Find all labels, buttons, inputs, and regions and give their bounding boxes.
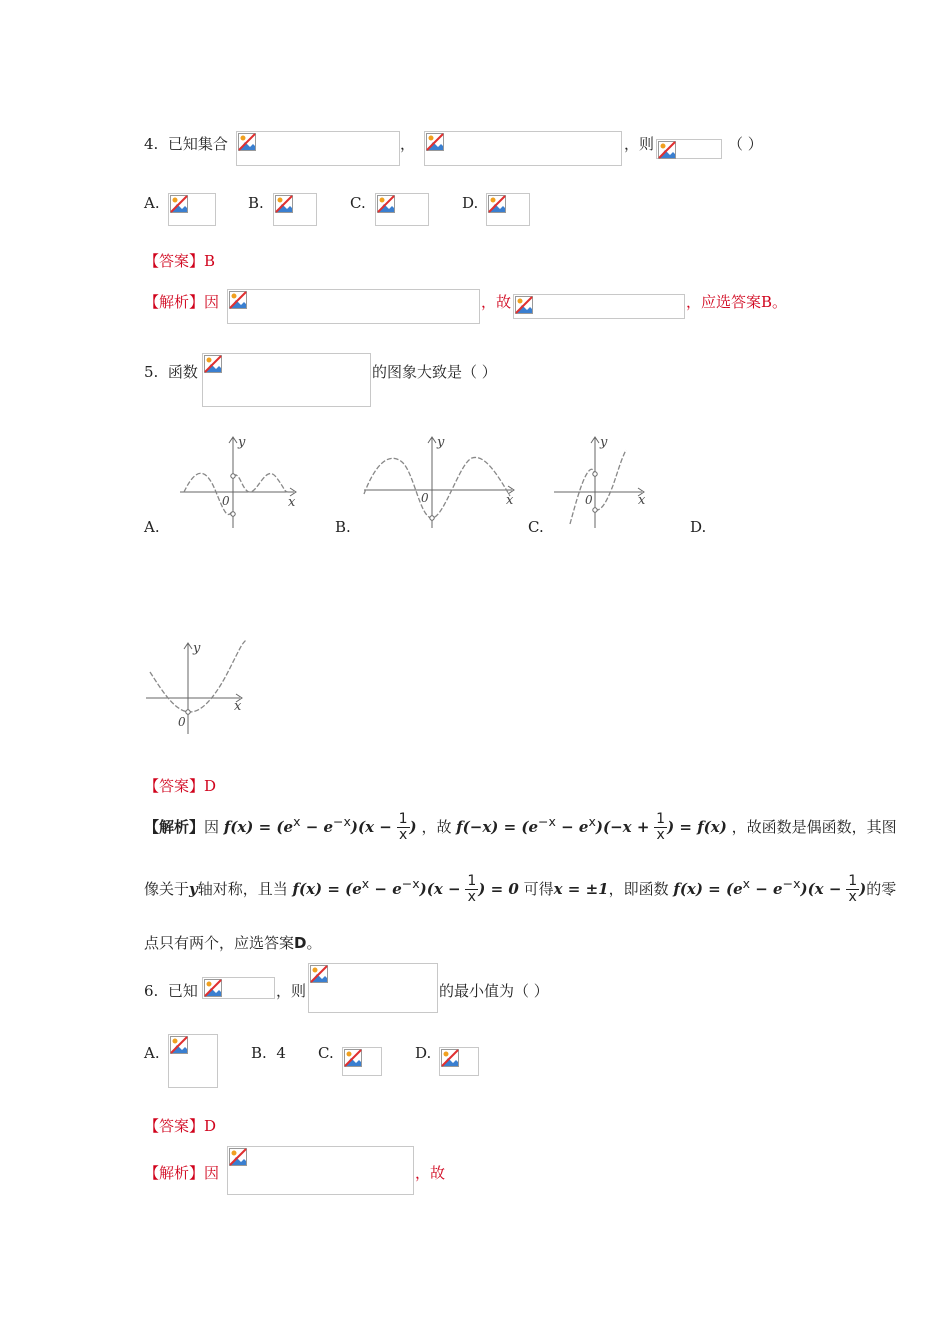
broken-image-icon xyxy=(658,141,678,161)
open-point xyxy=(231,512,235,516)
curve-right xyxy=(595,450,626,510)
analysis-answer: D xyxy=(294,934,307,952)
q6-option-d-label: D. xyxy=(415,1044,432,1062)
math-minus-e: − e xyxy=(300,818,334,836)
q4-stem xyxy=(144,133,228,154)
q4-set-b-image xyxy=(424,131,622,166)
fraction-numerator: 1 xyxy=(398,811,408,827)
axis-label-y: y xyxy=(600,435,608,450)
broken-image-icon xyxy=(170,1036,190,1056)
q5-graph-a xyxy=(176,432,306,532)
q4-answer xyxy=(144,250,215,271)
open-point xyxy=(593,472,597,476)
math-sup: x xyxy=(293,814,301,829)
answer-tag: 【答案】 xyxy=(144,777,205,795)
axis-label-x: x xyxy=(234,699,242,714)
math-paren: )(−x + xyxy=(595,818,650,836)
math-minus-e: − e xyxy=(369,880,402,898)
q6-option-b-value: 4 xyxy=(276,1044,286,1062)
fraction-denominator: x xyxy=(848,889,857,905)
math-minus-e: − e xyxy=(555,818,589,836)
broken-image-icon xyxy=(229,1148,249,1168)
answer-value: B xyxy=(204,252,216,270)
q4-bracket: （ ） xyxy=(728,135,763,153)
q6-analysis xyxy=(144,1162,219,1183)
analysis-text: 点只有两个，应选答案 xyxy=(144,934,295,952)
q5-function-image xyxy=(202,353,371,407)
q4-option-b-label: B. xyxy=(248,194,264,212)
broken-image-icon xyxy=(170,195,190,215)
q4-expr-image xyxy=(656,139,722,159)
broken-image-icon xyxy=(310,965,330,985)
math-sup: x xyxy=(742,876,751,891)
math-sup: −x xyxy=(782,876,801,891)
math-f-neg-x: f(−x) = (e xyxy=(456,818,539,836)
fraction-denominator: x xyxy=(467,889,476,905)
q6-condition-image xyxy=(202,977,275,999)
q4-number: 4. xyxy=(144,135,159,153)
q6-expression-image xyxy=(308,963,438,1013)
fraction-denominator: x xyxy=(656,827,665,843)
broken-image-icon xyxy=(344,1049,364,1069)
axis-label-x: x xyxy=(288,495,296,510)
answer-value: D xyxy=(204,1117,217,1135)
q6-option-b xyxy=(251,1044,286,1062)
math-sup: x xyxy=(588,814,596,829)
q6-option-c-image xyxy=(342,1047,382,1076)
axis-label-y: y xyxy=(193,641,201,656)
q4-option-d-label: D. xyxy=(462,194,479,212)
q5-analysis-line-1 xyxy=(144,812,897,843)
broken-image-icon xyxy=(488,195,508,215)
q5-option-a-label: A. xyxy=(144,518,160,536)
q4-set-a-image xyxy=(236,131,400,166)
broken-image-icon xyxy=(377,195,397,215)
q4-option-d-image xyxy=(486,193,530,226)
broken-image-icon xyxy=(275,195,295,215)
answer-tag: 【答案】 xyxy=(144,1117,205,1135)
analysis-text: 像关于 xyxy=(144,880,190,898)
q4-analysis-image-2 xyxy=(513,294,685,319)
answer-value: D xyxy=(204,777,217,795)
q4-analysis-image-1 xyxy=(227,289,480,324)
math-paren: )(x − xyxy=(350,818,392,836)
q5-analysis-line-3 xyxy=(144,932,321,953)
q4-text-b: ，则 xyxy=(624,135,655,153)
math-paren: )(x − xyxy=(419,880,461,898)
analysis-text: ，故函数是偶函数，其图 xyxy=(731,818,897,836)
q5-text-a: 函数 xyxy=(167,363,198,381)
q6-text-c: 的最小值为（ ） xyxy=(439,982,549,1000)
q6-number: 6. xyxy=(144,982,159,1000)
broken-image-icon xyxy=(204,979,224,999)
q5-option-d-label: D. xyxy=(690,518,707,536)
q5-stem xyxy=(144,361,198,382)
broken-image-icon xyxy=(426,133,446,153)
q6-analysis-image xyxy=(227,1146,414,1195)
math-fx: f(x) = (e xyxy=(292,880,362,898)
math-sup: −x xyxy=(538,814,556,829)
curve xyxy=(364,457,510,518)
math-eq-zero: ) = 0 xyxy=(478,880,519,898)
math-fraction xyxy=(465,874,478,905)
axis-label-x: x xyxy=(638,493,646,508)
q4-option-c-label: C. xyxy=(350,194,366,212)
q5-graph-c xyxy=(552,432,652,532)
math-sup: −x xyxy=(401,876,420,891)
analysis-text: 的零 xyxy=(866,880,897,898)
q6-text-a: 已知 xyxy=(167,982,198,1000)
math-paren: )(x − xyxy=(800,880,842,898)
q5-answer xyxy=(144,775,216,796)
analysis-text: ，即函数 xyxy=(608,880,669,898)
q4-analysis-text-b: ，故 xyxy=(481,293,512,311)
analysis-tag: 【解析】 xyxy=(144,293,205,311)
open-point xyxy=(593,508,597,512)
q4-option-b-image xyxy=(273,193,317,226)
math-fx: f(x) = (e xyxy=(223,818,294,836)
analysis-tag: 【解析】 xyxy=(144,1164,205,1182)
broken-image-icon xyxy=(515,296,535,316)
analysis-text: 因 xyxy=(204,293,220,311)
math-y: y xyxy=(189,880,198,898)
answer-tag: 【答案】 xyxy=(144,252,205,270)
q6-option-a-label: A. xyxy=(144,1044,160,1062)
q6-answer xyxy=(144,1115,216,1136)
math-sup: x xyxy=(361,876,370,891)
curve-right xyxy=(233,474,288,492)
q4-analysis-text-c: ，应选答案B。 xyxy=(686,293,788,311)
math-fraction xyxy=(654,812,667,843)
math-eq-fx: ) = f(x) xyxy=(667,818,727,836)
q5-option-b-label: B. xyxy=(335,518,351,536)
q6-option-c-label: C. xyxy=(318,1044,334,1062)
math-minus-e: − e xyxy=(750,880,783,898)
q4-option-c-image xyxy=(375,193,429,226)
analysis-text: 可得 xyxy=(523,880,554,898)
origin-label: 0 xyxy=(585,493,593,507)
q6-text-b: ，则 xyxy=(276,982,307,1000)
fraction-numerator: 1 xyxy=(467,873,477,889)
origin-label: 0 xyxy=(222,494,230,508)
q4-option-a-label: A. xyxy=(144,194,160,212)
open-point xyxy=(231,474,235,478)
q5-text-b: 的图象大致是（ ） xyxy=(372,363,497,381)
q6-option-b-label: B. xyxy=(251,1044,267,1062)
fraction-numerator: 1 xyxy=(656,811,666,827)
origin-label: 0 xyxy=(178,715,186,729)
q6-option-a-image xyxy=(168,1034,218,1088)
broken-image-icon xyxy=(441,1049,461,1069)
q4-analysis xyxy=(144,291,219,312)
axis-label-y: y xyxy=(238,435,246,450)
math-fx: f(x) = (e xyxy=(673,880,743,898)
q5-number: 5. xyxy=(144,363,159,381)
math-paren: ) xyxy=(409,818,417,836)
analysis-text: 因 xyxy=(204,818,220,836)
axis-label-y: y xyxy=(437,435,445,450)
analysis-text: 。 xyxy=(306,934,322,952)
q4-option-a-image xyxy=(168,193,216,226)
axis-label-x: x xyxy=(506,493,514,508)
q5-option-c-label: C. xyxy=(528,518,544,536)
q4-comma: ， xyxy=(400,135,416,153)
broken-image-icon xyxy=(229,291,249,311)
broken-image-icon xyxy=(238,133,258,153)
analysis-text: 因 xyxy=(204,1164,220,1182)
open-point xyxy=(186,710,190,714)
open-point xyxy=(430,516,434,520)
math-paren: ) xyxy=(859,880,867,898)
math-sup: −x xyxy=(333,814,351,829)
broken-image-icon xyxy=(204,355,224,375)
math-fraction xyxy=(846,874,859,905)
q6-stem xyxy=(144,980,198,1001)
q6-analysis-text-b: ，故 xyxy=(415,1164,446,1182)
q5-graph-b xyxy=(360,432,525,532)
analysis-text: 轴对称，且当 xyxy=(197,880,288,898)
q4-text-a: 已知集合 xyxy=(167,135,228,153)
q5-graph-d xyxy=(144,638,259,738)
fraction-denominator: x xyxy=(398,827,408,843)
math-fraction xyxy=(397,812,410,843)
origin-label: 0 xyxy=(421,491,429,505)
analysis-text: ，故 xyxy=(421,818,452,836)
fraction-numerator: 1 xyxy=(848,873,858,889)
q6-option-d-image xyxy=(439,1047,479,1076)
analysis-tag: 【解析】 xyxy=(144,818,205,836)
math-root: x = ±1 xyxy=(553,880,609,898)
q5-analysis-line-2 xyxy=(144,874,896,905)
